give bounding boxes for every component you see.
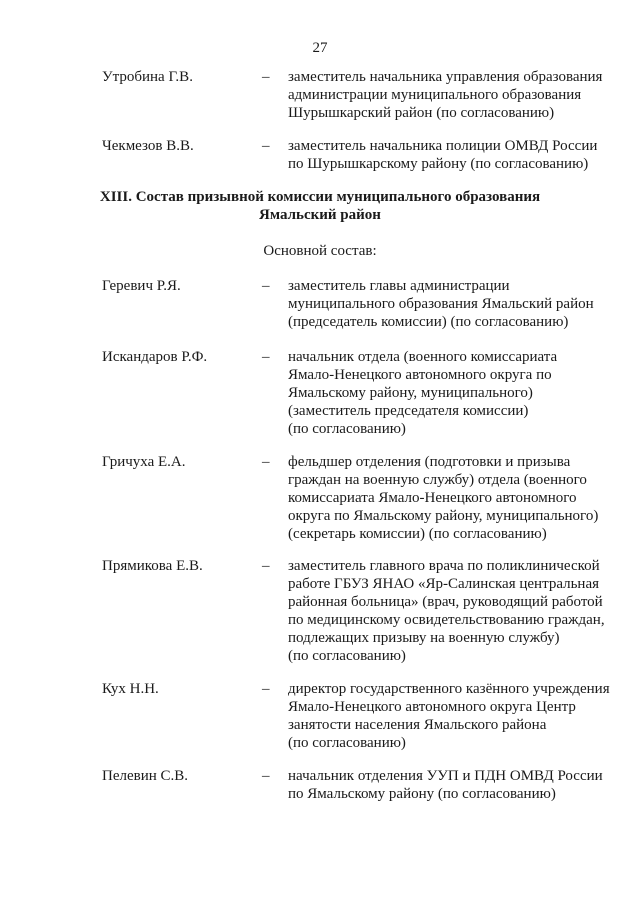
member-role	[288, 453, 618, 543]
role-line: комиссариата Ямало-Ненецкого автономного	[288, 490, 577, 506]
role-line: по Ямальскому району (по согласованию)	[288, 786, 556, 802]
member-role	[288, 557, 618, 665]
member-role	[288, 277, 618, 331]
role-line: по медицинскому освидетельствованию граждан,	[288, 612, 605, 628]
dash-separator: –	[262, 349, 270, 365]
role-line: по Шурышкарскому району (по согласованию)	[288, 156, 589, 172]
role-line: фельдшер отделения (подготовки и призыва	[288, 454, 571, 470]
member-name: Прямикова Е.В.	[102, 558, 203, 574]
member-name: Чекмезов В.В.	[102, 138, 194, 154]
member-name: Утробина Г.В.	[102, 69, 193, 85]
member-role	[288, 348, 618, 438]
role-line: районная больница» (врач, руководящий работой	[288, 594, 603, 610]
role-line: (председатель комиссии) (по согласованию)	[288, 314, 569, 330]
role-line: граждан на военную службу) отдела (военного	[288, 472, 587, 488]
dash-separator: –	[262, 768, 270, 784]
role-line: (по согласованию)	[288, 735, 406, 751]
page-number: 27	[312, 40, 328, 56]
role-line: администрации муниципального образования	[288, 87, 582, 103]
role-line: (по согласованию)	[288, 648, 406, 664]
member-name: Гричуха Е.А.	[102, 454, 186, 470]
role-line: начальник отдела (военного комиссариата	[288, 349, 558, 365]
role-line: работе ГБУЗ ЯНАО «Яр-Салинская центральная	[288, 576, 600, 592]
role-line: заместитель начальника управления образования	[288, 69, 603, 85]
section-title-line: XIII. Состав призывной комиссии муниципального образования	[99, 189, 541, 205]
role-line: заместитель главы администрации	[288, 278, 510, 294]
role-line: начальник отделения УУП и ПДН ОМВД России	[288, 768, 603, 784]
role-line: подлежащих призыву на военную службу)	[288, 630, 560, 646]
role-line: (по согласованию)	[288, 421, 406, 437]
member-name: Геревич Р.Я.	[102, 278, 181, 294]
role-line: Ямало-Ненецкого автономного округа Центр	[288, 699, 576, 715]
role-line: директор государственного казённого учреждения	[288, 681, 610, 697]
dash-separator: –	[262, 138, 270, 154]
dash-separator: –	[262, 558, 270, 574]
member-role	[288, 68, 618, 122]
section-subtitle: Основной состав:	[263, 243, 377, 259]
role-line: муниципального образования Ямальский район	[288, 296, 594, 312]
role-line: занятости населения Ямальского района	[288, 717, 547, 733]
dash-separator: –	[262, 454, 270, 470]
role-line: (заместитель председателя комиссии)	[288, 403, 529, 419]
role-line: Шурышкарский район (по согласованию)	[288, 105, 555, 121]
member-name: Кух Н.Н.	[102, 681, 159, 697]
member-name: Пелевин С.В.	[102, 768, 189, 784]
member-role	[288, 137, 618, 173]
role-line: заместитель начальника полиции ОМВД России	[288, 138, 598, 154]
section-title	[0, 188, 640, 224]
section-title-line: Ямальский район	[259, 207, 381, 223]
role-line: округа по Ямальскому району, муниципального)	[288, 508, 599, 524]
role-line: заместитель главного врача по поликлинической	[288, 558, 600, 574]
role-line: (секретарь комиссии) (по согласованию)	[288, 526, 547, 542]
member-role	[288, 680, 618, 752]
dash-separator: –	[262, 681, 270, 697]
role-line: Ямальскому району, муниципального)	[288, 385, 533, 401]
member-name: Искандаров Р.Ф.	[102, 349, 208, 365]
dash-separator: –	[262, 278, 270, 294]
member-role	[288, 767, 618, 803]
dash-separator: –	[262, 69, 270, 85]
role-line: Ямало-Ненецкого автономного округа по	[288, 367, 552, 383]
